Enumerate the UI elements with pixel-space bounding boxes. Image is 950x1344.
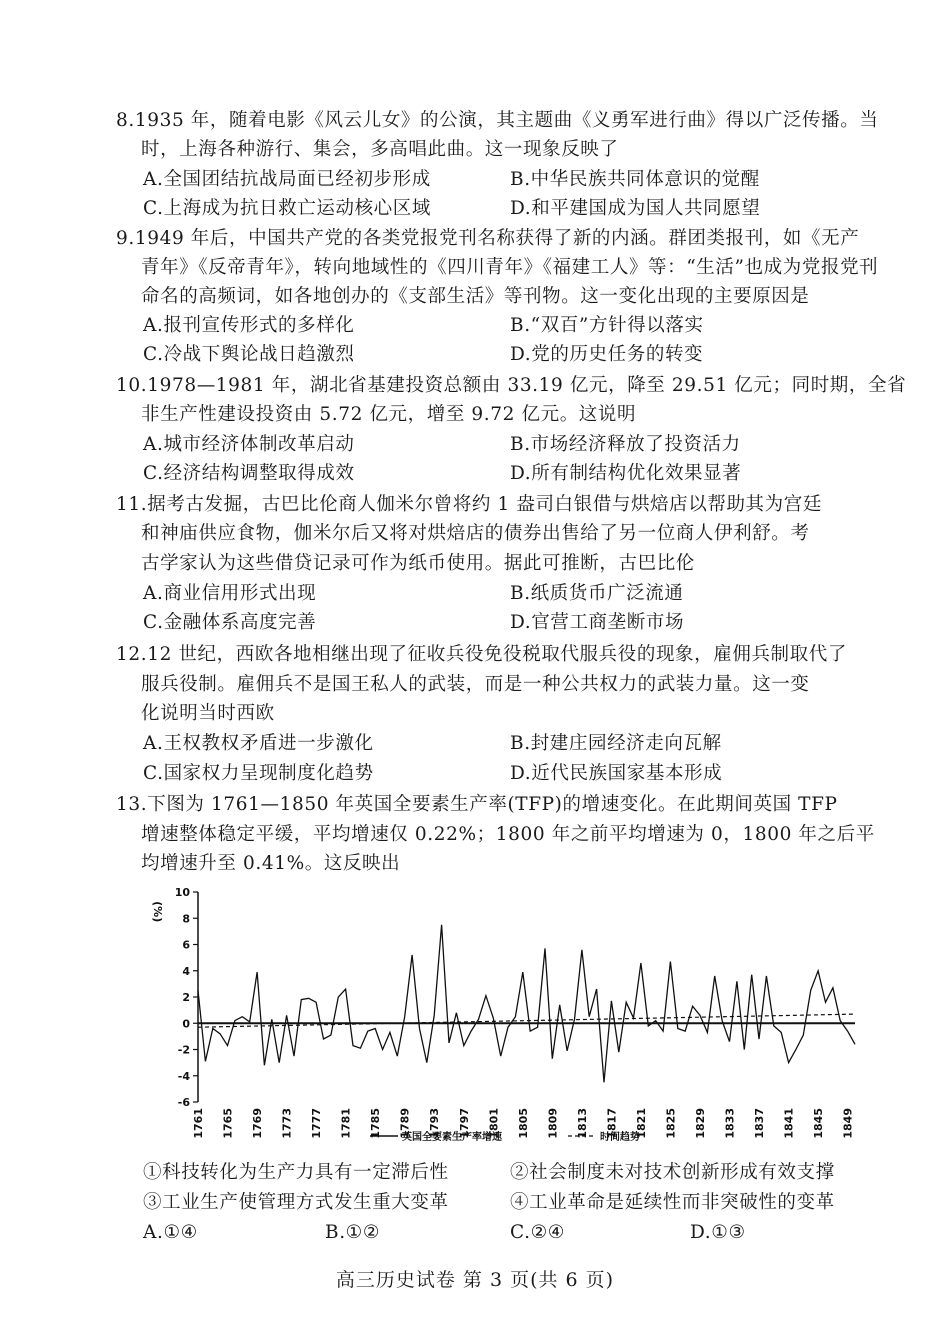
x-tick-label: 1769: [251, 1108, 265, 1139]
q8-option-c: C.上海成为抗日救亡运动核心区域: [143, 198, 431, 219]
x-tick-label: 1797: [457, 1108, 471, 1139]
x-tick-label: 1849: [841, 1108, 855, 1139]
x-tick-label: 1821: [634, 1108, 648, 1139]
x-tick-label: 1809: [546, 1108, 560, 1139]
q10-option-b: B.市场经济释放了投资活力: [510, 434, 741, 455]
q13-stem-line-3: 均增速升至 0.41%。这反映出: [141, 853, 401, 874]
q10-stem-line-1: 10.1978—1981 年，湖北省基建投资总额由 33.19 亿元，降至 29.51 亿元；同时期，全省: [116, 375, 907, 396]
y-tick-label: 0: [182, 1017, 190, 1031]
q13-statement-1: ①科技转化为生产力具有一定滞后性: [143, 1162, 449, 1183]
q10-option-d: D.所有制结构优化效果显著: [510, 463, 742, 484]
q10-option-c: C.经济结构调整取得成效: [143, 463, 355, 484]
q12-option-b: B.封建庄园经济走向瓦解: [510, 733, 722, 754]
y-tick-label: 8: [182, 912, 190, 926]
q8-option-d: D.和平建国成为国人共同愿望: [510, 198, 761, 219]
q12-option-c: C.国家权力呈现制度化趋势: [143, 763, 374, 784]
tfp-growth-line: [198, 925, 855, 1083]
q13-statement-3: ③工业生产使管理方式发生重大变革: [143, 1192, 449, 1213]
y-tick-label: -4: [177, 1069, 190, 1083]
x-tick-label: 1785: [369, 1108, 383, 1139]
q12-stem-line-2: 服兵役制。雇佣兵不是国王私人的武装，而是一种公共权力的武装力量。这一变: [141, 674, 810, 695]
x-tick-label: 1837: [753, 1108, 767, 1139]
q11-stem-line-1: 11.据考古发掘，古巴比伦商人伽米尔曾将约 1 盎司白银借与烘焙店以帮助其为宫廷: [116, 494, 822, 515]
q8-option-a: A.全国团结抗战局面已经初步形成: [143, 169, 431, 190]
q8-option-b: B.中华民族共同体意识的觉醒: [510, 169, 760, 190]
q13-option-d: D.①③: [690, 1222, 746, 1243]
x-tick-label: 1789: [398, 1108, 412, 1139]
page-footer: 高三历史试卷 第 3 页(共 6 页): [335, 1269, 615, 1291]
y-tick-label: -6: [177, 1096, 190, 1109]
x-tick-label: 1793: [428, 1108, 442, 1139]
x-tick-label: 1833: [723, 1108, 737, 1139]
q13-stem-line-1: 13.下图为 1761—1850 年英国全要素生产率(TFP)的增速变化。在此期间英国 TFP: [116, 794, 838, 815]
q10-option-a: A.城市经济体制改革启动: [143, 434, 355, 455]
x-tick-label: 1817: [605, 1108, 619, 1139]
y-tick-label: 2: [182, 991, 190, 1004]
q12-option-d: D.近代民族国家基本形成: [510, 763, 723, 784]
q13-option-c: C.②④: [510, 1222, 565, 1243]
x-tick-label: 1801: [487, 1108, 501, 1139]
q11-stem-line-3: 古学家认为这些借贷记录可作为纸币使用。据此可推断，古巴比伦: [141, 553, 695, 574]
q13-statement-2: ②社会制度未对技术创新形成有效支撑: [510, 1162, 835, 1183]
q11-option-b: B.纸质货币广泛流通: [510, 583, 684, 604]
tfp-line-chart: [140, 880, 870, 1150]
x-tick-label: 1777: [310, 1108, 324, 1139]
q9-stem-line-1: 9.1949 年后，中国共产党的各类党报党刊名称获得了新的内涵。群团类报刊，如《无产: [116, 228, 860, 249]
legend-label-trend: 时间趋势: [600, 1132, 640, 1143]
q8-stem-line-1: 8.1935 年，随着电影《风云儿女》的公演，其主题曲《义勇军进行曲》得以广泛传播。当: [116, 110, 879, 131]
x-tick-label: 1805: [516, 1108, 530, 1139]
q13-statement-4: ④工业革命是延续性而非突破性的变革: [510, 1192, 835, 1213]
y-axis-label: (%): [151, 901, 164, 923]
y-tick-label: 10: [174, 886, 190, 899]
y-tick-label: -2: [177, 1043, 190, 1057]
q13-option-b: B.①②: [325, 1222, 381, 1243]
q11-option-a: A.商业信用形式出现: [143, 583, 317, 604]
legend-label-tfp: 英国全要素生产率增速: [402, 1132, 502, 1143]
q9-option-c: C.冷战下舆论战日趋激烈: [143, 344, 355, 365]
q9-option-b: B.“双百”方针得以落实: [510, 315, 704, 336]
q11-option-c: C.金融体系高度完善: [143, 612, 317, 633]
q10-stem-line-2: 非生产性建设投资由 5.72 亿元，增至 9.72 亿元。这说明: [141, 404, 637, 425]
y-tick-label: 4: [182, 964, 190, 978]
x-tick-label: 1813: [575, 1108, 589, 1139]
x-tick-label: 1765: [221, 1108, 235, 1139]
q8-stem-line-2: 时，上海各种游行、集会，多高唱此曲。这一现象反映了: [141, 139, 619, 160]
q12-option-a: A.王权教权矛盾进一步激化: [143, 733, 374, 754]
q9-option-a: A.报刊宣传形式的多样化: [143, 315, 355, 336]
q9-stem-line-3: 命名的高频词，如各地创办的《支部生活》等刊物。这一变化出现的主要原因是: [141, 286, 810, 307]
q9-option-d: D.党的历史任务的转变: [510, 344, 704, 365]
q13-stem-line-2: 增速整体稳定平缓，平均增速仅 0.22%；1800 年之前平均增速为 0，1800 年之后平: [141, 824, 875, 845]
x-tick-label: 1761: [192, 1108, 205, 1139]
q13-option-a: A.①④: [143, 1222, 198, 1243]
q9-stem-line-2: 青年》《反帝青年》，转向地域性的《四川青年》《福建工人》等：“生活”也成为党报党刊: [141, 257, 879, 278]
y-tick-label: 6: [182, 938, 190, 952]
q11-stem-line-2: 和神庙供应食物，伽米尔后又将对烘焙店的债券出售给了另一位商人伊利舒。考: [141, 523, 810, 544]
x-tick-label: 1845: [812, 1108, 826, 1139]
x-tick-label: 1841: [782, 1108, 796, 1139]
q12-stem-line-3: 化说明当时西欧: [141, 703, 275, 724]
x-tick-label: 1829: [693, 1108, 707, 1139]
x-tick-label: 1825: [664, 1108, 678, 1139]
q11-option-d: D.官营工商垄断市场: [510, 612, 685, 633]
x-tick-label: 1773: [280, 1108, 294, 1139]
q12-stem-line-1: 12.12 世纪，西欧各地相继出现了征收兵役免役税取代服兵役的现象，雇佣兵制取代了: [116, 644, 847, 665]
x-tick-label: 1781: [339, 1108, 353, 1139]
